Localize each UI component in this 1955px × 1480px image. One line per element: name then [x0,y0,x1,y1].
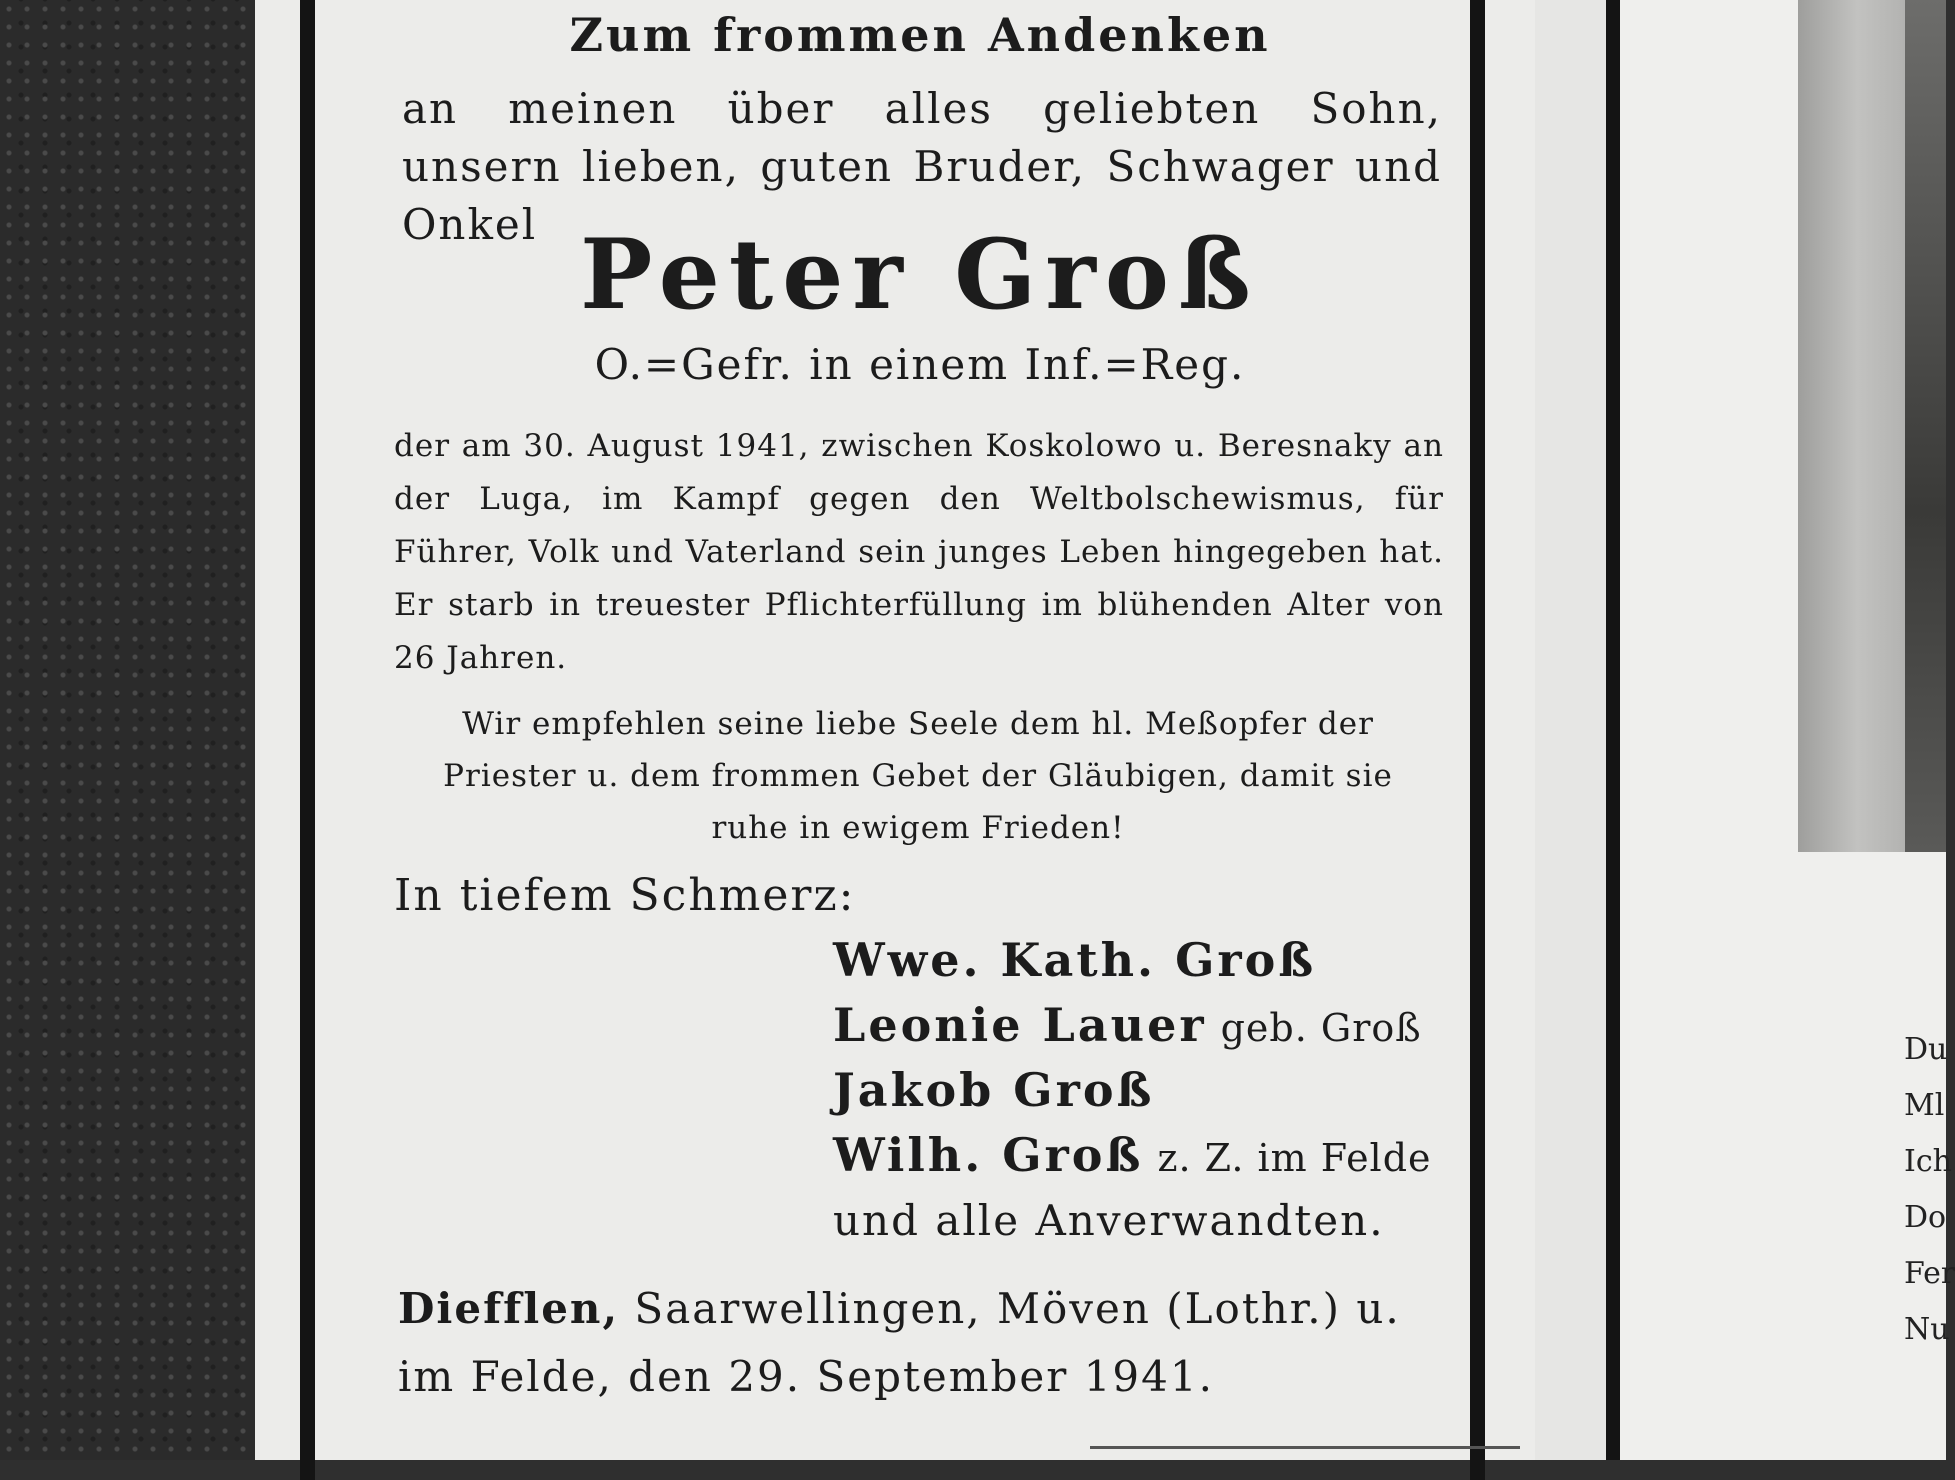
mourner-entry [833,993,1453,1058]
mourner-name: Jakob Groß [833,1063,1155,1117]
death-notice-text: der am 30. August 1941, zwischen Koskolowo u. Beresnaky an der Luga, im Kampf gegen den Weltbolschewismus, für Führer, Volk und Vaterland sein junges Leben hingegeben hat. Er starb in treuester Pflichterfüllung im blühenden Alter von 26 Jahren. [394,428,1444,676]
fabric-background [0,0,255,1460]
mourner-name: Wwe. Kath. Groß [833,933,1317,987]
adjacent-card-border [1606,0,1620,1460]
prayer-line: ruhe in ewigem Frieden! [711,810,1125,846]
mourner-note: z. Z. im Felde [1157,1136,1432,1180]
mourner-entry [833,928,1453,993]
fragment-line: Ich [1904,1144,1952,1179]
bottom-rule [1090,1446,1520,1449]
place-village: Diefflen, [398,1284,620,1333]
fragment-line: Fer [1904,1256,1955,1291]
fragment-line: Du [1904,1032,1948,1067]
fragment-line: Do [1904,1200,1947,1235]
card-intro: an meinen über alles geliebten Sohn, unsern lieben, guten Bruder, Schwager und Onkel [402,84,1442,249]
place-and-date [398,1275,1438,1411]
fragment-line: Nu [1904,1312,1950,1347]
card-heading: Zum frommen Andenken [569,8,1271,62]
relatives-line [833,1188,1453,1253]
military-rank: O.=Gefr. in einem Inf.=Reg. [594,340,1246,389]
place-others: Saarwellingen, Möven (Lothr.) u. [619,1284,1401,1333]
portrait-photo-shadow [1905,0,1946,852]
mourner-name: Wilh. Groß [833,1128,1144,1182]
fragment-line: Ml [1904,1088,1945,1123]
prayer-line: Wir empfehlen seine liebe Seele dem hl. Meßopfer der [462,706,1374,742]
deceased-name: Peter Groß [580,218,1260,331]
mourner-note: geb. Groß [1220,1006,1422,1050]
mourner-entry [833,1123,1453,1188]
grief-line: In tiefem Schmerz: [394,870,856,921]
prayer-text [442,698,1394,854]
prayer-line: Priester u. dem frommen Gebet der Gläubigen, damit sie [443,758,1393,794]
adjacent-card-text-fragments [1904,1022,1955,1358]
mourner-name: Leonie Lauer [833,998,1207,1052]
relatives-text: und alle Anverwandten. [833,1196,1385,1245]
place-line [398,1275,1438,1343]
mourner-entry [833,1058,1453,1123]
mourners-list [833,928,1453,1253]
date-line: im Felde, den 29. September 1941. [398,1352,1214,1401]
